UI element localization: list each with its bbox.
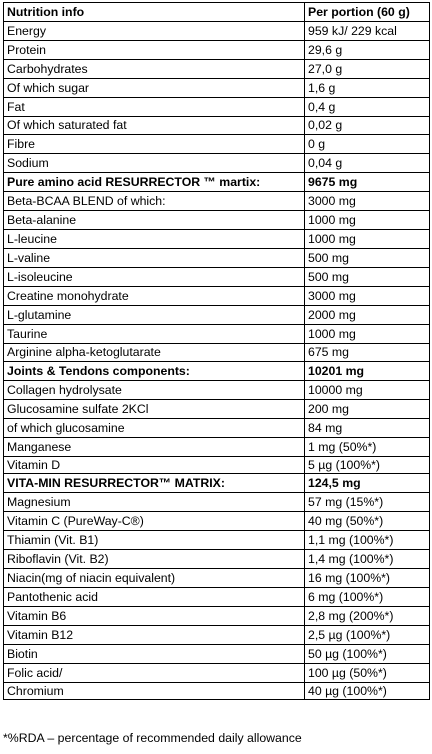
table-row bbox=[4, 41, 430, 60]
nutrient-amount: 40 mg (50%*) bbox=[305, 512, 430, 531]
nutrient-amount: 27,0 g bbox=[305, 60, 430, 79]
nutrient-name: Pantothenic acid bbox=[4, 588, 305, 607]
nutrient-name: Folic acid/ bbox=[4, 664, 305, 683]
nutrient-amount: 500 mg bbox=[305, 268, 430, 287]
nutrient-name: Of which sugar bbox=[4, 79, 305, 98]
table-row bbox=[4, 419, 430, 438]
nutrient-amount: 1000 mg bbox=[305, 211, 430, 230]
table-row bbox=[4, 230, 430, 249]
nutrition-table-body bbox=[4, 3, 430, 700]
nutrient-amount: 84 mg bbox=[305, 419, 430, 438]
nutrient-name: Pure amino acid RESURRECTOR ™ martix: bbox=[4, 173, 305, 192]
nutrient-amount: 9675 mg bbox=[305, 173, 430, 192]
table-header-row bbox=[4, 3, 430, 22]
table-row bbox=[4, 173, 430, 192]
nutrient-name: Of which saturated fat bbox=[4, 117, 305, 135]
nutrient-name: Carbohydrates bbox=[4, 60, 305, 79]
table-row bbox=[4, 626, 430, 645]
nutrient-name: Glucosamine sulfate 2KCl bbox=[4, 400, 305, 419]
nutrient-name: Biotin bbox=[4, 645, 305, 664]
nutrient-name: Beta-BCAA BLEND of which: bbox=[4, 192, 305, 211]
table-row bbox=[4, 588, 430, 607]
nutrient-amount: 1 mg (50%*) bbox=[305, 438, 430, 457]
nutrition-table bbox=[3, 2, 430, 700]
nutrient-name: Chromium bbox=[4, 683, 305, 700]
table-row bbox=[4, 192, 430, 211]
nutrient-amount: 2000 mg bbox=[305, 306, 430, 325]
nutrient-name: Manganese bbox=[4, 438, 305, 457]
nutrient-name: Sodium bbox=[4, 154, 305, 173]
nutrient-name: Thiamin (Vit. B1) bbox=[4, 531, 305, 550]
nutrient-amount: 0,4 g bbox=[305, 98, 430, 117]
table-row bbox=[4, 249, 430, 268]
table-row bbox=[4, 381, 430, 400]
nutrient-name: L-isoleucine bbox=[4, 268, 305, 287]
table-row bbox=[4, 512, 430, 531]
table-row bbox=[4, 362, 430, 381]
table-row bbox=[4, 550, 430, 569]
nutrient-amount: 1,1 mg (100%*) bbox=[305, 531, 430, 550]
table-row bbox=[4, 664, 430, 683]
nutrient-amount: 3000 mg bbox=[305, 287, 430, 306]
nutrient-name: Vitamin B12 bbox=[4, 626, 305, 645]
nutrient-amount: 1,6 g bbox=[305, 79, 430, 98]
table-row bbox=[4, 306, 430, 325]
table-row bbox=[4, 117, 430, 135]
nutrient-name: Joints & Tendons components: bbox=[4, 362, 305, 381]
nutrient-amount: 10000 mg bbox=[305, 381, 430, 400]
nutrient-name: Protein bbox=[4, 41, 305, 60]
nutrient-amount: 57 mg (15%*) bbox=[305, 493, 430, 512]
table-row bbox=[4, 344, 430, 362]
table-row bbox=[4, 79, 430, 98]
nutrient-amount: 10201 mg bbox=[305, 362, 430, 381]
nutrient-amount: 5 µg (100%*) bbox=[305, 457, 430, 474]
nutrient-name: Energy bbox=[4, 22, 305, 41]
nutrient-amount: 675 mg bbox=[305, 344, 430, 362]
nutrient-name: L-leucine bbox=[4, 230, 305, 249]
nutrient-name: Vitamin C (PureWay-C®) bbox=[4, 512, 305, 531]
nutrient-name: Collagen hydrolysate bbox=[4, 381, 305, 400]
nutrient-name: Fat bbox=[4, 98, 305, 117]
nutrient-amount: 200 mg bbox=[305, 400, 430, 419]
nutrient-amount: 6 mg (100%*) bbox=[305, 588, 430, 607]
table-row bbox=[4, 438, 430, 457]
nutrient-amount: 1000 mg bbox=[305, 325, 430, 344]
table-row bbox=[4, 135, 430, 154]
nutrient-amount: 1000 mg bbox=[305, 230, 430, 249]
nutrient-amount: 16 mg (100%*) bbox=[305, 569, 430, 588]
table-row bbox=[4, 474, 430, 493]
table-row bbox=[4, 154, 430, 173]
table-row bbox=[4, 268, 430, 287]
nutrient-amount: 124,5 mg bbox=[305, 474, 430, 493]
nutrient-name: Fibre bbox=[4, 135, 305, 154]
nutrient-name: Niacin(mg of niacin equivalent) bbox=[4, 569, 305, 588]
rda-footnote: *%RDA – percentage of recommended daily allowance bbox=[3, 731, 302, 745]
nutrient-name: Taurine bbox=[4, 325, 305, 344]
nutrient-name: Riboflavin (Vit. B2) bbox=[4, 550, 305, 569]
table-row bbox=[4, 211, 430, 230]
nutrient-name: Vitamin D bbox=[4, 457, 305, 474]
nutrient-amount: 2,8 mg (200%*) bbox=[305, 607, 430, 626]
nutrient-amount: 29,6 g bbox=[305, 41, 430, 60]
table-row bbox=[4, 607, 430, 626]
nutrient-name: Creatine monohydrate bbox=[4, 287, 305, 306]
nutrient-amount: 500 mg bbox=[305, 249, 430, 268]
nutrient-name: VITA-MIN RESURRECTOR™ MATRIX: bbox=[4, 474, 305, 493]
nutrient-amount: 100 µg (50%*) bbox=[305, 664, 430, 683]
table-row bbox=[4, 493, 430, 512]
table-row bbox=[4, 98, 430, 117]
nutrient-amount: 1,4 mg (100%*) bbox=[305, 550, 430, 569]
header-nutrient: Nutrition info bbox=[4, 3, 305, 22]
nutrient-amount: 40 µg (100%*) bbox=[305, 683, 430, 700]
nutrient-amount: 0 g bbox=[305, 135, 430, 154]
table-row bbox=[4, 457, 430, 474]
nutrient-amount: 0,04 g bbox=[305, 154, 430, 173]
nutrient-name: L-glutamine bbox=[4, 306, 305, 325]
table-row bbox=[4, 287, 430, 306]
table-row bbox=[4, 683, 430, 700]
nutrient-name: of which glucosamine bbox=[4, 419, 305, 438]
table-row bbox=[4, 325, 430, 344]
table-row bbox=[4, 645, 430, 664]
nutrient-name: L-valine bbox=[4, 249, 305, 268]
nutrient-name: Magnesium bbox=[4, 493, 305, 512]
nutrient-name: Vitamin B6 bbox=[4, 607, 305, 626]
table-row bbox=[4, 531, 430, 550]
nutrient-amount: 0,02 g bbox=[305, 117, 430, 135]
nutrient-amount: 2,5 µg (100%*) bbox=[305, 626, 430, 645]
nutrient-amount: 959 kJ/ 229 kcal bbox=[305, 22, 430, 41]
nutrient-name: Beta-alanine bbox=[4, 211, 305, 230]
table-row bbox=[4, 400, 430, 419]
table-row bbox=[4, 22, 430, 41]
table-row bbox=[4, 569, 430, 588]
nutrient-amount: 50 µg (100%*) bbox=[305, 645, 430, 664]
header-portion: Per portion (60 g) bbox=[305, 3, 430, 22]
nutrient-amount: 3000 mg bbox=[305, 192, 430, 211]
nutrient-name: Arginine alpha-ketoglutarate bbox=[4, 344, 305, 362]
table-row bbox=[4, 60, 430, 79]
